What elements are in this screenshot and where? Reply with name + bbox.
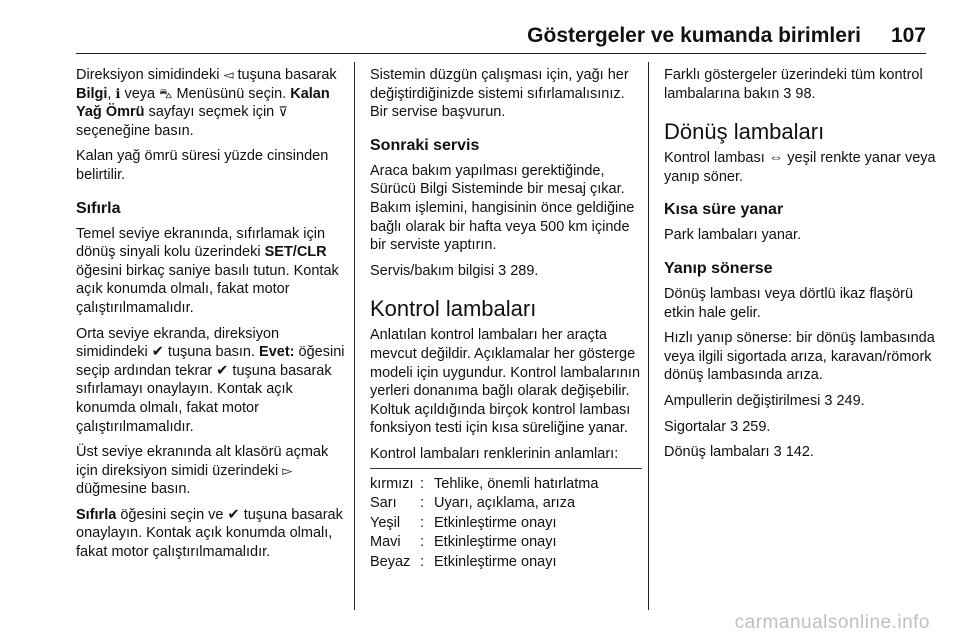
left-arrow-icon: ◅ [223,67,234,82]
play-icon: ▻ [282,462,293,478]
paragraph-hazard: Dönüş lambası veya dörtlü ikaz flaşörü etkin hale gelir. [664,285,914,321]
paragraph-reset-confirm: Sıfırla öğesini seçin ve ✔ tuşuna basarak onaylayın. Kontak açık konumda olmalı, fakat motor çalıştırılmamalıdır. [76,506,343,561]
paragraph-fast-blink: Hızlı yanıp sönerse: bir dönüş lambasında veya ilgili sigortada arıza, karavan/römork dönüş lambasında arıza. [664,330,935,384]
page-header [76,24,926,54]
paragraph-control-lamps: Anlatılan kontrol lambaları her araçta mevcut değildir. Açıklamalar her gösterge modeli için uygundur. Kontrol lambalarının yerleri donanıma bağlı olarak değişebilir. Koltuk açıldığında birçok kontrol lambası fonksiyon testi için kısa süreliğine yanar. [370,327,641,437]
table-row: Yeşil : Etkinleştirme onayı [370,514,557,531]
heading-yanip-sonerse: Yanıp sönerse [664,259,773,277]
paragraph-lamp-overview: Farklı göstergeler üzerindeki tüm kontrol lambalarına bakın 3 98. [664,67,923,102]
turn-signal-icon: ⇔ [768,150,784,167]
paragraph-fuse-ref: Sigortalar 3 259. [664,418,771,435]
page-ref-icon: 3 [773,444,782,461]
table-row: Sarı : Uyarı, açıklama, arıza [370,495,576,512]
paragraph-reset-upper: Üst seviye ekranında alt klasörü açmak için direksiyon simidi üzerindeki ▻ düğmesine basın. [76,444,329,498]
heading-donus-lambalari: Dönüş lambaları [664,119,825,145]
paragraph-reset-mid: Orta seviye ekranda, direksiyon simidindeki ✔ tuşuna basın. Evet: öğesini seçip ardından tekrar ✔ tuşuna basarak sıfırlamayı onaylayın. Kontak açık konumda olmalı, fakat motor çalıştırılmamalıdır. [76,325,345,435]
heading-kontrol-lambalari: Kontrol lambaları [370,296,537,322]
paragraph-select-menu: Direksiyon simidindeki ◅ tuşuna basarak Bilgi, ℹ veya ⛍ Menüsünü seçin. Kalan Yağ Ömrü sayfayı seçmek için ⊽ seçeneğine basın. [76,67,337,139]
heading-kisa-sure: Kısa süre yanar [664,201,784,219]
page-ref-icon: 3 [498,262,507,279]
page-ref-icon: 3 [730,418,739,435]
color-table [370,475,602,573]
header-rule [76,53,926,54]
page-number: 107 [890,24,926,47]
table-rule [370,468,642,469]
header-title: Göstergeler ve kumanda birimleri [527,24,861,47]
table-row: Beyaz : Etkinleştirme onayı [370,553,557,570]
paragraph-oil-life: Kalan yağ ömrü süresi yüzde cinsinden belirtilir. [76,148,329,183]
heading-sifirla: Sıfırla [76,199,121,217]
page-ref-icon: 3 [824,392,833,409]
column-1 [76,66,346,569]
down-arrow-icon: ⊽ [278,104,288,120]
column-divider-1 [354,62,355,610]
table-row: Mavi : Etkinleştirme onayı [370,534,557,551]
watermark: carmanualsonline.info [734,612,930,633]
column-2 [370,66,642,572]
info-icon: ℹ [115,85,121,101]
paragraph-park-lamps: Park lambaları yanar. [664,227,802,244]
paragraph-reset-basic: Temel seviye ekranında, sıfırlamak için dönüş sinyali kolu üzerindeki SET/CLR öğesini birkaç saniye basılı tutun. Kontak açık konumda olmalı, fakat motor çalıştırılmamalıdır. [76,225,339,316]
heading-sonraki-servis: Sonraki servis [370,136,480,154]
column-3 [664,66,936,469]
car-icon: ⛍ [159,85,173,101]
paragraph-turn-ref: Dönüş lambaları 3 142. [664,444,814,461]
paragraph-service-ref: Servis/bakım bilgisi 3 289. [370,262,539,279]
check-icon: ✔ [216,362,229,379]
paragraph-color-meaning: Kontrol lambaları renklerinin anlamları: [370,445,619,462]
check-icon: ✔ [151,344,164,361]
table-row: kırmızı : Tehlike, önemli hatırlatma [370,475,599,492]
paragraph-turn-lamp: Kontrol lambası ⇔ yeşil renkte yanar veya yanıp söner. [664,150,936,185]
paragraph-bulb-ref: Ampullerin değiştirilmesi 3 249. [664,392,865,409]
paragraph-system-reset: Sistemin düzgün çalışması için, yağı her değiştirdiğinizde sistemi sıfırlamalısınız. Bir servise başvurun. [370,67,629,121]
check-icon: ✔ [227,506,240,523]
page-ref-icon: 3 [783,85,792,102]
paragraph-service-message: Araca bakım yapılması gerektiğinde, Sürücü Bilgi Sisteminde bir mesaj çıkar. Bakım işlemini, hangisinin önce geldiğine bağlı olarak bir hafta veya 500 km içinde bir serviste yaptırın. [370,162,635,254]
column-divider-2 [648,62,649,610]
